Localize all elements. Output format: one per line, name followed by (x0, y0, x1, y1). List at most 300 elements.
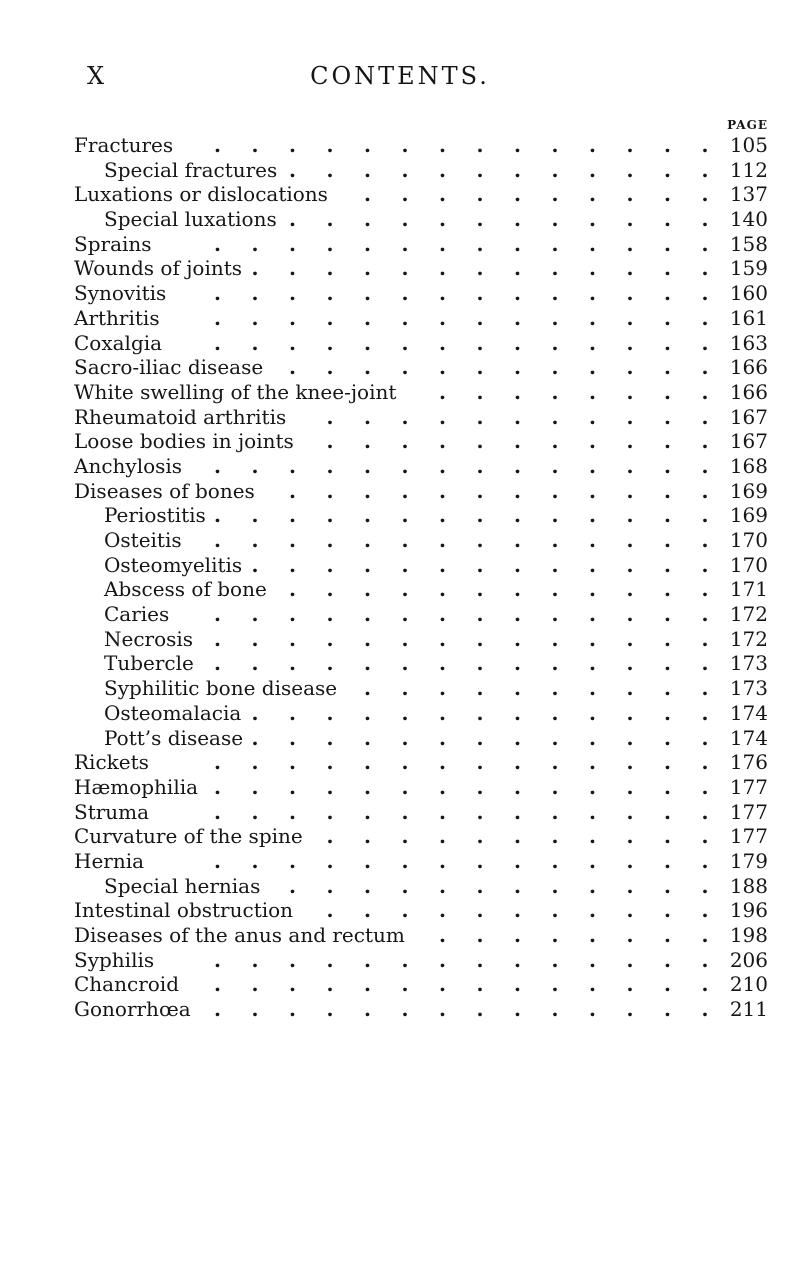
leader-dot: . (589, 478, 596, 503)
leader-dot: . (364, 848, 371, 873)
leader-dot: . (514, 750, 521, 775)
toc-entry-title: Curvature of the spine (74, 824, 303, 849)
leader-dot: . (551, 725, 559, 750)
leader-dot: . (626, 429, 634, 454)
leader-dot: . (664, 133, 671, 157)
leader-dot: . (364, 750, 371, 775)
leader-dot: . (626, 799, 634, 824)
leader-dot: . (214, 330, 221, 355)
leader-dot: . (664, 552, 671, 577)
leader-dot: . (664, 231, 671, 256)
leader-dot: . (551, 824, 559, 849)
toc-page-number: 169 (729, 478, 768, 503)
leader-dot: . (251, 256, 259, 281)
leader-dot: . (476, 281, 484, 306)
toc-entry-title: Struma (74, 799, 150, 824)
leader-dot: . (401, 774, 409, 799)
leader-dot: . (664, 157, 671, 182)
leader-dot: . (551, 330, 559, 355)
toc-row (74, 577, 794, 602)
leader-dot: . (364, 503, 371, 528)
toc-row (74, 503, 794, 528)
leader-dot: . (701, 774, 709, 799)
leader-dot: . (326, 602, 334, 627)
leader-dot: . (401, 478, 409, 503)
leader-dot: . (326, 947, 334, 972)
leader-dot: . (476, 528, 484, 552)
leader-dot: . (664, 947, 671, 972)
leader-dot: . (626, 256, 634, 281)
leader-dot: . (589, 676, 596, 701)
leader-dot: . (251, 651, 259, 676)
leader-dot: . (364, 774, 371, 799)
toc-entry-title: Abscess of bone (104, 577, 267, 602)
leader-dot: . (476, 700, 484, 725)
leader-dot: . (364, 997, 371, 1022)
leader-dot: . (626, 700, 634, 725)
leader-dot: . (214, 651, 221, 676)
toc-row (74, 898, 794, 923)
leader-dot: . (439, 725, 446, 750)
toc-page-number: 163 (729, 330, 768, 355)
leader-dot: . (401, 207, 409, 232)
leader-dot: . (626, 602, 634, 627)
leader-dot: . (664, 997, 671, 1022)
leader-dot: . (514, 700, 521, 725)
leader-dot: . (251, 799, 259, 824)
toc-entry-title: Special hernias (104, 873, 261, 898)
toc-entry-title: Osteomalacia (104, 700, 242, 725)
toc-entry-title: Arthritis (74, 305, 160, 330)
leader-dot: . (364, 799, 371, 824)
leader-dot: . (664, 355, 671, 380)
leader-dot: . (439, 947, 446, 972)
leader-dot: . (589, 379, 596, 404)
leader-dot: . (401, 552, 409, 577)
leader-dot: . (289, 281, 296, 306)
leader-dot: . (364, 676, 371, 701)
toc-row (74, 429, 794, 454)
leader-dot: . (364, 873, 371, 898)
leader-dot: . (701, 700, 709, 725)
leader-dot: . (551, 478, 559, 503)
toc-row (74, 380, 794, 405)
leader-dot: . (439, 750, 446, 775)
leader-dot: . (289, 799, 296, 824)
leader-dot: . (251, 133, 259, 157)
leader-dot: . (326, 281, 334, 306)
leader-dot: . (701, 626, 709, 651)
leader-dot: . (701, 873, 709, 898)
leader-dot: . (664, 972, 671, 997)
leader-dot: . (401, 429, 409, 454)
leader-dot: . (514, 774, 521, 799)
leader-dot: . (626, 379, 634, 404)
toc-page-number: 169 (729, 503, 768, 528)
leader-dot: . (664, 651, 671, 676)
leader-dot: . (251, 750, 259, 775)
leader-dot: . (589, 305, 596, 330)
leader-dot: . (551, 503, 559, 528)
toc-entry-title: Syphilis (74, 947, 155, 972)
leader-dot: . (701, 256, 709, 281)
leader-dot: . (439, 700, 446, 725)
toc-row (74, 923, 794, 948)
leader-dot: . (214, 453, 221, 478)
leader-dot: . (589, 750, 596, 775)
leader-dot: . (326, 577, 334, 602)
leader-dot: . (439, 330, 446, 355)
leader-dot: . (701, 997, 709, 1022)
leader-dot: . (364, 651, 371, 676)
leader-dot: . (551, 182, 559, 207)
leader-dot: . (701, 429, 709, 454)
leader-dot: . (251, 528, 259, 552)
leader-dot: . (364, 182, 371, 207)
leader-dot: . (514, 676, 521, 701)
leader-dot: . (551, 676, 559, 701)
leader-dot: . (514, 848, 521, 873)
leader-dot: . (626, 133, 634, 157)
toc-page-number: 177 (729, 799, 768, 824)
leader-dot: . (514, 404, 521, 429)
leader-dot: . (401, 528, 409, 552)
leader-dot: . (439, 256, 446, 281)
leader-dot: . (514, 873, 521, 898)
toc-row (74, 701, 794, 726)
leader-dot: . (364, 700, 371, 725)
leader-dot: . (289, 330, 296, 355)
leader-dot: . (476, 774, 484, 799)
leader-dot: . (439, 651, 446, 676)
leader-dot: . (439, 429, 446, 454)
leader-dot: . (401, 503, 409, 528)
leader-dot: . (701, 404, 709, 429)
leader-dot: . (664, 774, 671, 799)
leader-dot: . (551, 207, 559, 232)
toc-row (74, 874, 794, 899)
leader-dot: . (476, 355, 484, 380)
leader-dot: . (326, 898, 334, 923)
toc-entry-title: White swelling of the knee-joint (74, 379, 397, 404)
toc-row (74, 824, 794, 849)
leader-dot: . (626, 626, 634, 651)
leader-dot: . (439, 182, 446, 207)
toc-row (74, 256, 794, 281)
leader-dot: . (664, 453, 671, 478)
toc-row (74, 800, 794, 825)
leader-dot: . (476, 873, 484, 898)
leader-dot: . (514, 231, 521, 256)
leader-dot: . (589, 503, 596, 528)
leader-dot: . (476, 182, 484, 207)
leader-dot: . (439, 207, 446, 232)
leader-dot: . (289, 577, 296, 602)
leader-dot: . (589, 997, 596, 1022)
toc-page-number: 177 (729, 774, 768, 799)
toc-row (74, 306, 794, 331)
leader-dot: . (289, 207, 296, 232)
leader-dot: . (401, 700, 409, 725)
leader-dot: . (214, 774, 221, 799)
leader-dot: . (214, 997, 221, 1022)
leader-dot: . (289, 725, 296, 750)
leader-dot: . (476, 947, 484, 972)
toc-row (74, 479, 794, 504)
leader-dot: . (626, 478, 634, 503)
leader-dot: . (364, 947, 371, 972)
toc-page-number: 179 (729, 848, 768, 873)
leader-dot: . (364, 133, 371, 157)
leader-dot: . (551, 923, 559, 947)
leader-dot: . (214, 799, 221, 824)
leader-dot: . (401, 651, 409, 676)
leader-dot: . (401, 898, 409, 923)
leader-dot: . (589, 824, 596, 849)
leader-dot: . (439, 997, 446, 1022)
toc-page-number: 166 (729, 355, 768, 380)
leader-dot: . (476, 207, 484, 232)
leader-dot: . (701, 478, 709, 503)
leader-dot: . (289, 157, 296, 182)
leader-dot: . (664, 602, 671, 627)
leader-dot: . (251, 947, 259, 972)
leader-dot: . (626, 528, 634, 552)
leader-dot: . (401, 182, 409, 207)
leader-dot: . (289, 133, 296, 157)
leader-dot: . (364, 725, 371, 750)
toc-row (74, 232, 794, 257)
leader-dot: . (551, 256, 559, 281)
leader-dot: . (701, 305, 709, 330)
leader-dot: . (326, 404, 334, 429)
leader-dot: . (214, 972, 221, 997)
leader-dot: . (551, 700, 559, 725)
leader-dot: . (251, 552, 259, 577)
leader-dot: . (289, 774, 296, 799)
toc-entry-title: Necrosis (104, 626, 194, 651)
leader-dot: . (364, 429, 371, 454)
leader-dot: . (664, 577, 671, 602)
leader-dot: . (214, 133, 221, 157)
leader-dot: . (514, 503, 521, 528)
leader-dot: . (514, 552, 521, 577)
toc-entry-title: Tubercle (104, 651, 194, 676)
leader-dot: . (514, 626, 521, 651)
leader-dot: . (701, 923, 709, 947)
leader-dot: . (589, 256, 596, 281)
leader-dot: . (289, 503, 296, 528)
toc-entry-title: Hernia (74, 848, 145, 873)
leader-dot: . (514, 182, 521, 207)
toc-row (74, 355, 794, 380)
toc-page-number: 177 (729, 824, 768, 849)
leader-dot: . (401, 824, 409, 849)
leader-dot: . (701, 799, 709, 824)
leader-dot: . (701, 848, 709, 873)
leader-dot: . (326, 774, 334, 799)
toc-entry-title: Synovitis (74, 281, 167, 306)
leader-dot: . (289, 231, 296, 256)
leader-dot: . (589, 700, 596, 725)
leader-dot: . (626, 552, 634, 577)
leader-dot: . (514, 799, 521, 824)
leader-dot: . (589, 182, 596, 207)
leader-dot: . (626, 157, 634, 182)
leader-dot: . (514, 355, 521, 380)
leader-dot: . (401, 133, 409, 157)
page-column-label: PAGE (727, 118, 768, 132)
leader-dot: . (626, 676, 634, 701)
leader-dot: . (401, 231, 409, 256)
leader-dot: . (589, 725, 596, 750)
leader-dot: . (476, 848, 484, 873)
leader-dot: . (364, 256, 371, 281)
leader-dot: . (251, 848, 259, 873)
leader-dot: . (289, 750, 296, 775)
toc-page-number: 174 (729, 700, 768, 725)
leader-dot: . (251, 626, 259, 651)
leader-dot: . (326, 651, 334, 676)
toc-page-number: 211 (729, 997, 768, 1022)
leader-dot: . (364, 577, 371, 602)
leader-dot: . (439, 602, 446, 627)
leader-dot: . (551, 453, 559, 478)
leader-dot: . (701, 725, 709, 750)
leader-dot: . (514, 305, 521, 330)
leader-dot: . (289, 626, 296, 651)
leader-dot: . (251, 602, 259, 627)
leader-dot: . (551, 379, 559, 404)
leader-dot: . (439, 824, 446, 849)
leader-dot: . (214, 947, 221, 972)
leader-dot: . (514, 528, 521, 552)
page-header (0, 62, 800, 92)
leader-dot: . (626, 923, 634, 947)
table-of-contents (74, 133, 794, 1022)
toc-page-number: 174 (729, 725, 768, 750)
toc-page-number: 137 (729, 182, 768, 207)
leader-dot: . (664, 503, 671, 528)
toc-row (74, 726, 794, 751)
leader-dot: . (326, 824, 334, 849)
toc-entry-title: Sacro-iliac disease (74, 355, 264, 380)
leader-dot: . (701, 281, 709, 306)
leader-dot: . (439, 453, 446, 478)
leader-dot: . (626, 750, 634, 775)
leader-dot: . (514, 453, 521, 478)
leader-dot: . (701, 947, 709, 972)
leader-dot: . (476, 923, 484, 947)
leader-dot: . (401, 602, 409, 627)
leader-dot: . (589, 355, 596, 380)
leader-dot: . (401, 256, 409, 281)
leader-dot: . (701, 898, 709, 923)
leader-dot: . (326, 725, 334, 750)
leader-dot: . (326, 256, 334, 281)
leader-dot: . (551, 552, 559, 577)
leader-dot: . (589, 923, 596, 947)
leader-dot: . (289, 478, 296, 503)
toc-page-number: 188 (729, 873, 768, 898)
toc-entry-title: Osteomyelitis (104, 552, 243, 577)
leader-dot: . (251, 972, 259, 997)
toc-entry-title: Diseases of bones (74, 478, 255, 503)
leader-dot: . (401, 281, 409, 306)
leader-dot: . (701, 528, 709, 552)
leader-dot: . (214, 602, 221, 627)
leader-dot: . (664, 429, 671, 454)
leader-dot: . (289, 873, 296, 898)
toc-row (74, 158, 794, 183)
toc-page-number: 160 (729, 281, 768, 306)
leader-dot: . (439, 379, 446, 404)
leader-dot: . (589, 528, 596, 552)
leader-dot: . (364, 207, 371, 232)
page-number: X (87, 62, 106, 90)
leader-dot: . (401, 330, 409, 355)
leader-dot: . (701, 355, 709, 380)
leader-dot: . (626, 281, 634, 306)
leader-dot: . (326, 330, 334, 355)
leader-dot: . (401, 404, 409, 429)
leader-dot: . (476, 330, 484, 355)
leader-dot: . (439, 157, 446, 182)
toc-entry-title: Hæmophilia (74, 774, 199, 799)
toc-page-number: 166 (729, 379, 768, 404)
leader-dot: . (364, 404, 371, 429)
leader-dot: . (364, 157, 371, 182)
leader-dot: . (401, 848, 409, 873)
toc-page-number: 167 (729, 429, 768, 454)
leader-dot: . (439, 528, 446, 552)
toc-entry-title: Osteitis (104, 528, 182, 552)
leader-dot: . (664, 848, 671, 873)
toc-page-number: 173 (729, 676, 768, 701)
leader-dot: . (626, 207, 634, 232)
leader-dot: . (401, 972, 409, 997)
leader-dot: . (214, 626, 221, 651)
leader-dot: . (514, 651, 521, 676)
leader-dot: . (514, 207, 521, 232)
leader-dot: . (439, 923, 446, 947)
leader-dot: . (326, 848, 334, 873)
leader-dot: . (701, 157, 709, 182)
leader-dot: . (289, 972, 296, 997)
leader-dot: . (589, 947, 596, 972)
leader-dot: . (439, 626, 446, 651)
leader-dot: . (551, 281, 559, 306)
leader-dot: . (289, 602, 296, 627)
leader-dot: . (439, 478, 446, 503)
leader-dot: . (701, 231, 709, 256)
leader-dot: . (476, 972, 484, 997)
toc-entry-title: Special luxations (104, 207, 277, 232)
leader-dot: . (214, 528, 221, 552)
leader-dot: . (551, 133, 559, 157)
leader-dot: . (551, 231, 559, 256)
toc-entry-title: Coxalgia (74, 330, 163, 355)
toc-row (74, 133, 794, 158)
leader-dot: . (251, 305, 259, 330)
leader-dot: . (476, 824, 484, 849)
leader-dot: . (251, 453, 259, 478)
leader-dot: . (439, 355, 446, 380)
leader-dot: . (476, 651, 484, 676)
toc-page-number: 168 (729, 453, 768, 478)
leader-dot: . (364, 231, 371, 256)
leader-dot: . (589, 281, 596, 306)
